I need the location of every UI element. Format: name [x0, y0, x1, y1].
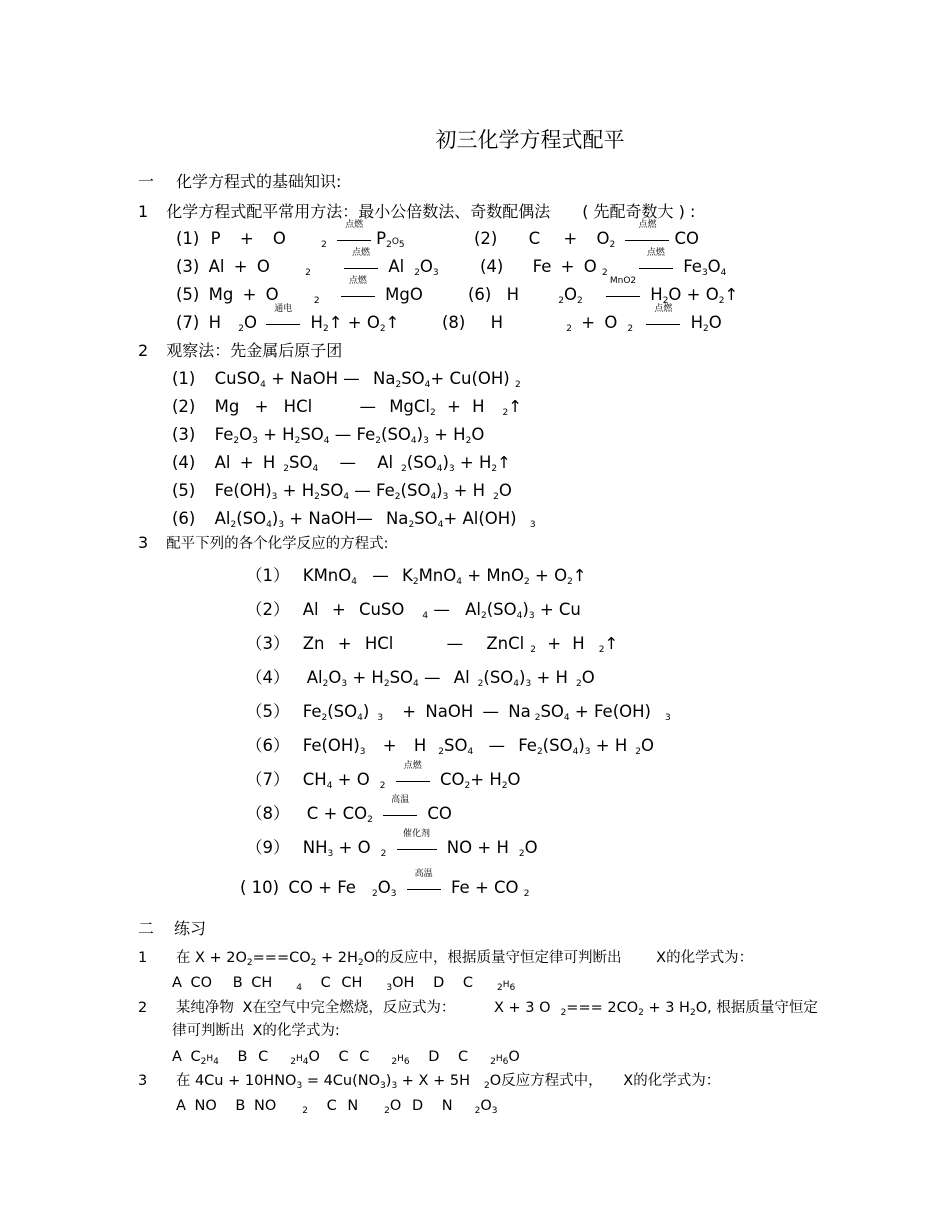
exercise-1-options: A CO B CH $_4$ C CH $_3$OH D C $_2H_6$ — [172, 975, 516, 993]
m2-eq-2: (2) Mg + HCl — MgCl$_2$ + H $_2$↑ — [172, 397, 523, 418]
section-1-heading: 一 化学方程式的基础知识: — [138, 172, 342, 191]
m1-eq-5: (5) Mg + O $_2$ 点燃 MgO — [176, 275, 423, 306]
m2-eq-4: (4) Al + H $_2SO_4$ — Al $_2(SO_4)_3$ + $H_2↑$ — [172, 453, 511, 474]
m1-eq-7: (7) H $_2$O 通电 $H_2↑$ + $O_2↑$ — [176, 303, 400, 334]
exercise-2-options: A $C_2H_4$ B C $_2H_4O$ C C $_2H_6$ D C $_2H_6O$ — [172, 1049, 520, 1067]
m3-eq-6: （6） $Fe(OH)_3 + H$ $_2SO_4$ — $Fe_2(SO_4)_3 + H$ $_2$O — [246, 736, 654, 757]
m2-eq-3: (3) $Fe_2O_3 + H_2SO_4$ — $Fe_2(SO_4)_3 + H_2O$ — [172, 425, 485, 446]
exercise-3-options: A NO B NO $_2$ C N $_2$O D N $_2O_3$ — [176, 1098, 498, 1116]
m1-eq-8: (8) H $_2$ + O $_2$ 点燃 $H_2O$ — [442, 303, 722, 334]
m1-eq-4: (4) Fe + O $_2$ 点燃 $Fe_3O_4$ — [480, 247, 727, 278]
m3-eq-7: （7） $CH_4 + O$ $_2$ 点燃 $CO_2+ H_2O$ — [246, 760, 521, 791]
section-2-heading: 二 练习 — [138, 919, 207, 938]
method-1-heading: 1 化学方程式配平常用方法：最小公倍数法、奇数配偶法 ( 先配奇数大 ) : — [138, 202, 696, 221]
m3-eq-5: （5） $Fe_2(SO_4) _3$ + NaOH — Na $_2SO_4 + Fe(OH)$ $_3$ — [246, 702, 671, 723]
m1-eq-2: (2) $C + O_2$ 点燃 CO — [474, 219, 699, 250]
m1-eq-3: (3) Al + O $_2$ 点燃 Al $_2O_3$ — [176, 247, 439, 278]
m1-eq-1: (1) P + O $_2$ 点燃 $P_2O_5$ — [176, 219, 405, 250]
m3-eq-4: （4） $Al_2O_3 + H_2SO_4$ — Al $_2(SO_4)_3 + H$ $_2$O — [246, 668, 595, 689]
page-title: 初三化学方程式配平 — [435, 128, 625, 152]
method-2-heading: 2 观察法：先金属后原子团 — [138, 341, 343, 360]
m2-eq-5: (5) $Fe(OH)_3 + H_2SO_4$ — $Fe_2(SO_4)_3 + H$ $_2$O — [172, 481, 512, 502]
exercise-3: 3 在 $4Cu + 10HNO_3 = 4Cu(NO_3)_3 + X + 5H$ $_2$O反应方程式中， X的化学式为： — [138, 1073, 721, 1091]
m3-eq-2: （2） Al + CuSO $_4$ — $Al_2(SO_4)_3 + Cu$ — [246, 600, 581, 621]
m3-eq-3: （3） Zn + HCl — ZnCl $_2$ + H $_2$↑ — [246, 634, 619, 655]
m3-eq-9: （9） $NH_3 + O$ $_2$ 催化剂 NO + H $_2$O — [246, 828, 538, 859]
m2-eq-6: (6) $Al_2(SO_4)_3$ + NaOH— $Na_2SO_4+ Al(OH)$ $_3$ — [172, 509, 536, 530]
exercise-1: 1 在 $X + 2O_2===CO_2 + 2H_2O$的反应中，根据质量守恒定律可判断出 X的化学式为： — [138, 950, 754, 968]
m2-eq-1: (1) CuSO$_4$ + NaOH — $Na_2SO_4+ Cu(OH)$ $_2$ — [172, 369, 521, 390]
exercise-2-line-2: 律可判断出 X的化学式为: — [172, 1023, 340, 1039]
m3-eq-10: ( 10) CO + Fe $_2O_3$ 高温 Fe + CO $_2$ — [240, 868, 530, 899]
m3-eq-8: （8） $C + CO_2$ 高温 CO — [246, 794, 452, 825]
m3-eq-1: （1） KMnO$_4$ — $K_2MnO_4 + MnO_2$ + $O_2↑$ — [246, 566, 587, 587]
method-3-heading: 3 配平下列的各个化学反应的方程式: — [138, 533, 389, 552]
m1-eq-6: (6) H $_2O_2$ MnO2 $H_2O$ + $O_2↑$ — [468, 275, 739, 306]
exercise-2: 2 某纯净物 X在空气中完全燃烧，反应式为： X + 3 O $_2=== 2CO_2 + 3$ $H_2O$, 根据质量守恒定 — [138, 1000, 818, 1018]
